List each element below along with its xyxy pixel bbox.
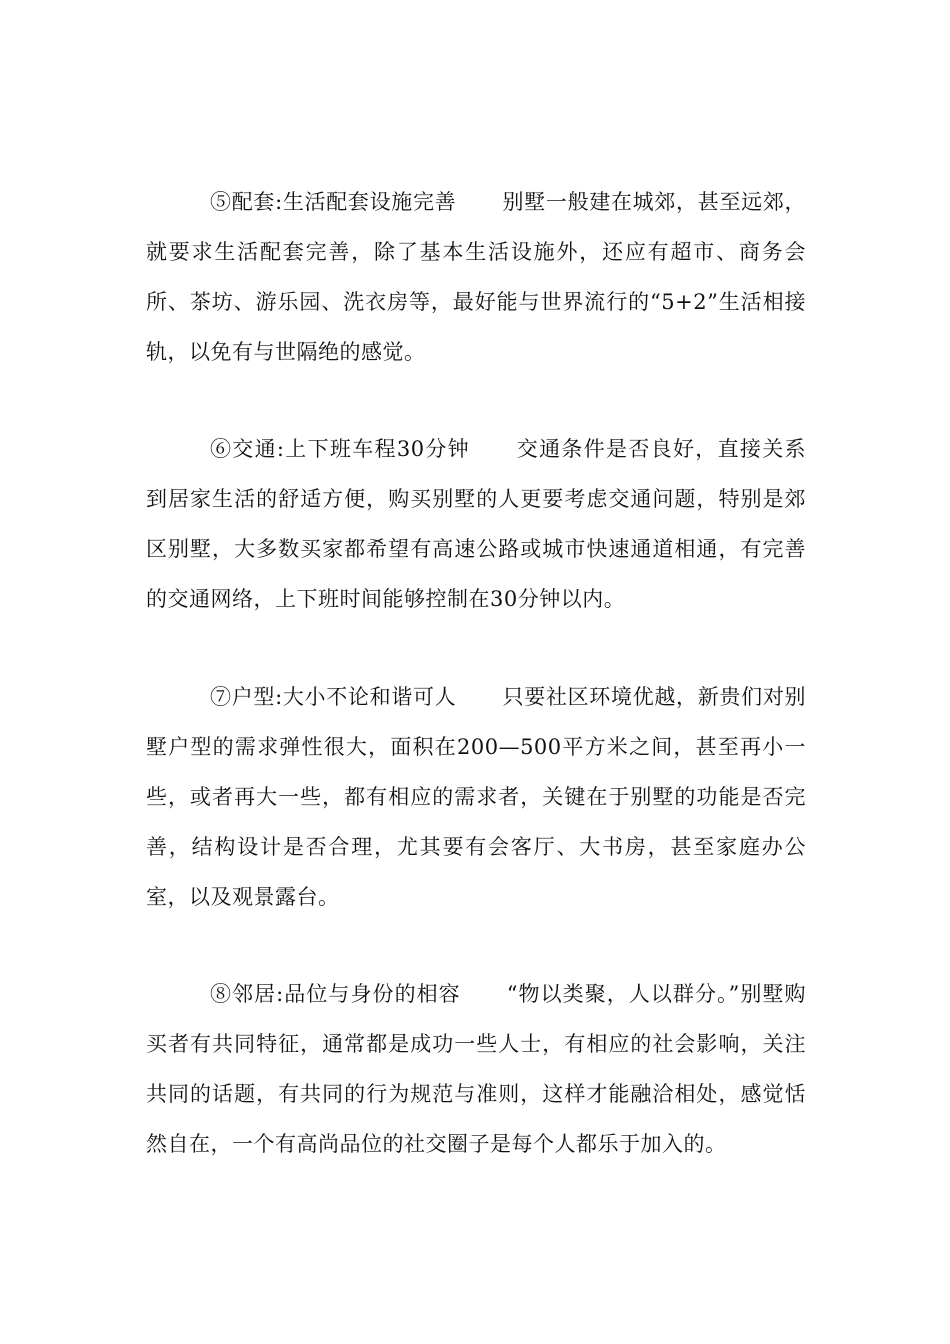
paragraph-transportation	[146, 424, 806, 624]
paragraph-floor-plan	[146, 672, 806, 922]
paragraph-heading: ⑦户型:大小不论和谐可人	[210, 685, 457, 709]
paragraph-body: 别墅一般建在城郊，甚至远郊，就要求生活配套完善，除了基本生活设施外，还应有超市、商务会所、茶坊、游乐园、洗衣房等，最好能与世界流行的“5+2”生活相接轨，以免有与世隔绝的感觉。	[146, 190, 807, 364]
paragraph-neighbors	[146, 969, 806, 1169]
paragraph-supporting-facilities	[146, 177, 806, 377]
paragraph-body: 交通条件是否良好，直接关系到居家生活的舒适方便，购买别墅的人更要考虑交通问题，特别是郊区别墅，大多数买家都希望有高速公路或城市快速通道相通，有完善的交通网络，上下班时间能够控制在30分钟以内。	[146, 437, 807, 611]
paragraph-body: 只要社区环境优越，新贵们对别墅户型的需求弹性很大，面积在200—500平方米之间，甚至再小一些，或者再大一些，都有相应的需求者，关键在于别墅的功能是否完善，结构设计是否合理，尤其要有会客厅、大书房，甚至家庭办公室，以及观景露台。	[146, 685, 807, 909]
paragraph-heading: ⑥交通:上下班车程30分钟	[210, 437, 470, 461]
paragraph-heading: ⑤配套:生活配套设施完善	[210, 190, 457, 214]
paragraph-body: “物以类聚，人以群分。”别墅购买者有共同特征，通常都是成功一些人士，有相应的社会影响，关注共同的话题，有共同的行为规范与准则，这样才能融洽相处，感觉恬然自在，一个有高尚品位的社交圈子是每个人都乐于加入的。	[146, 982, 806, 1156]
paragraph-heading: ⑧邻居:品位与身份的相容	[210, 982, 461, 1006]
